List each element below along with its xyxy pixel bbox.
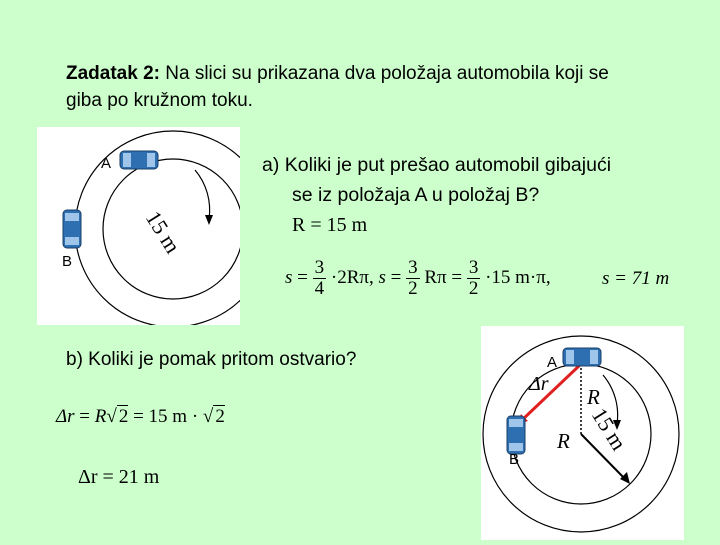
- formula-b-dot: ·: [191, 406, 199, 427]
- point-b2-label: B: [509, 451, 520, 468]
- point-b-label: B: [62, 253, 73, 270]
- given-radius: R = 15 m: [292, 214, 368, 236]
- question-a: [262, 150, 611, 240]
- fraction-a2-den: 2: [408, 278, 418, 299]
- question-a-line2: se iz položaja A u položaj B?: [292, 184, 540, 206]
- formula-a-s: s: [285, 266, 293, 288]
- point-a-label: A: [101, 155, 112, 172]
- fraction-a3-den: 2: [468, 278, 479, 299]
- dr-label: Δr: [529, 373, 549, 395]
- fraction-a1-num: 3: [314, 257, 325, 278]
- car-b2: [507, 416, 525, 454]
- radius-label: 15 m: [140, 206, 186, 258]
- formula-a-s2: s: [378, 266, 386, 288]
- fraction-a3-num: 3: [468, 257, 479, 278]
- result-b: Δr = 21 m: [78, 466, 160, 488]
- formula-a-eq: =: [297, 266, 308, 288]
- fraction-a1-den: 4: [314, 278, 325, 299]
- fraction-a1: [313, 258, 327, 299]
- formula-b-value: 15 m: [148, 406, 188, 427]
- figure-circular-path: [37, 127, 240, 325]
- circular-path-diagram: [37, 127, 240, 325]
- task-label: Zadatak 2:: [66, 63, 160, 84]
- formula-b-eq2: =: [133, 406, 144, 427]
- formula-b-r: R: [94, 406, 107, 427]
- radius-label-2: 15 m: [586, 403, 632, 455]
- fraction-a3: [467, 258, 481, 299]
- car-a2: [563, 348, 601, 366]
- formula-b: Δr = R√ 2 = 15 m · √ 2: [56, 406, 225, 427]
- r-label-horizontal: R: [557, 429, 570, 453]
- car-a: [120, 151, 158, 169]
- car-b: [63, 210, 81, 248]
- question-b: b) Koliki je pomak pritom ostvario?: [66, 349, 357, 370]
- displacement-diagram: [481, 326, 684, 540]
- formula-b-sqrt: 2: [118, 406, 129, 427]
- formula-a: s = $\frac{3}{4}$ ·2Rπ, s = $\frac{3}{2}$ Rπ = $\frac{3}{2}$ ·15 m·π,: [285, 257, 551, 299]
- task-title: [66, 60, 626, 114]
- formula-b-sqrt2: 2: [215, 406, 225, 427]
- formula-a-rpi: Rπ: [424, 266, 447, 288]
- formula-a-term3: ·15 m·π: [485, 266, 546, 288]
- question-a-line1: a) Koliki je put prešao automobil gibajući: [262, 154, 612, 176]
- formula-a-term1: ·2Rπ: [330, 266, 369, 288]
- fraction-a2: [406, 258, 420, 299]
- formula-b-dr: Δr: [56, 406, 75, 427]
- r-label-vertical: R: [587, 385, 600, 409]
- point-a2-label: A: [547, 354, 558, 371]
- formula-a-eq3: =: [451, 266, 463, 288]
- formula-b-eq: =: [79, 406, 91, 427]
- formula-a-eq2: =: [390, 266, 402, 288]
- result-a: s = 71 m: [602, 268, 670, 289]
- task-text: Na slici su prikazana dva položaja automobila koji se giba po kružnom toku.: [66, 63, 609, 111]
- figure-displacement: [481, 326, 684, 540]
- fraction-a2-num: 3: [408, 257, 418, 278]
